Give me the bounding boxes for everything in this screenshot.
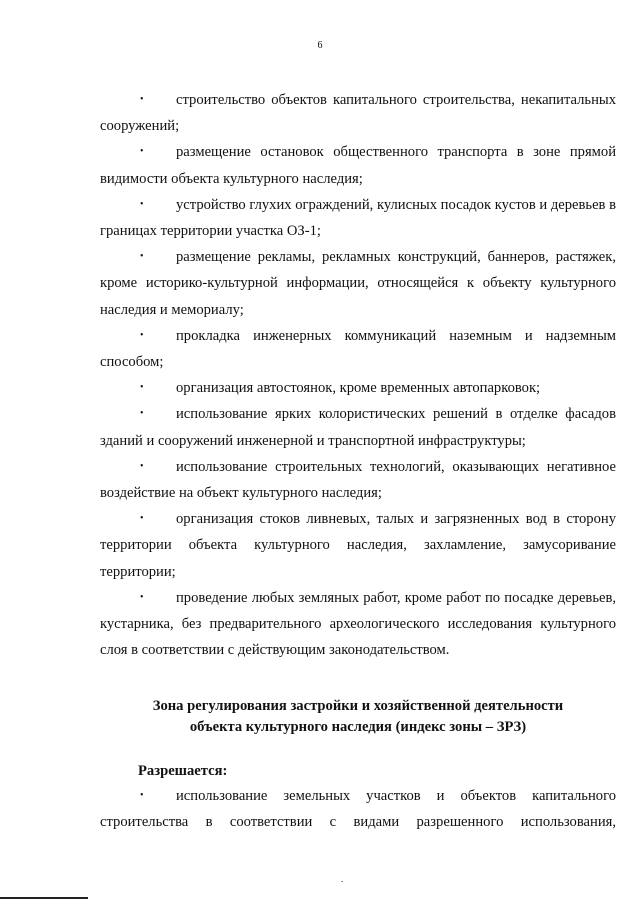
list-item — [100, 783, 616, 835]
list-item-text: использование строительных технологий, оказывающих негативное воздействие на объект культурного наследия; — [100, 458, 616, 502]
list-item-text: размещение остановок общественного транспорта в зоне прямой видимости объекта культурного наследия; — [100, 144, 616, 187]
bullet-icon: • — [140, 198, 144, 210]
list-item-text: устройство глухих ограждений, кулисных посадок кустов и деревьев в границах территории участка ОЗ-1; — [100, 196, 616, 240]
list-item-text: организация автостоянок, кроме временных автопарковок; — [176, 380, 541, 397]
list-item-text: организация стоков ливневых, талых и загрязненных вод в сторону территории объекта культурного наследия, захламление, замусоривание территории; — [100, 511, 616, 580]
list-item-text: прокладка инженерных коммуникаций наземным и надземным способом; — [100, 327, 616, 371]
zone-heading — [100, 696, 616, 738]
bullet-icon: • — [140, 591, 144, 603]
bullet-icon: • — [140, 94, 144, 105]
footer-rule — [0, 897, 88, 899]
list-item-text: использование земельных участков и объектов капитального строительства в соответствии с видами разрешенного использования, — [100, 788, 616, 831]
bullet-icon: • — [140, 146, 144, 158]
list-item — [100, 87, 616, 139]
page-number: 6 — [317, 40, 323, 51]
stray-mark: . — [341, 874, 344, 884]
bullet-icon: • — [140, 382, 144, 394]
list-item-text: проведение любых земляных работ, кроме работ по посадке деревьев, кустарника, без предварительного археологического исследования культурного слоя в соответствии с действующим законодательством. — [100, 589, 616, 659]
bullet-icon: • — [140, 329, 144, 341]
list-item — [100, 401, 616, 453]
list-item — [100, 506, 616, 585]
prohibited-list — [100, 87, 616, 663]
zone-heading-line: Зона регулирования застройки и хозяйственной деятельности — [152, 698, 564, 714]
bullet-icon: • — [140, 408, 144, 420]
list-item-text: строительство объектов капитального строительства, некапитальных сооружений; — [100, 92, 616, 135]
list-item — [100, 192, 616, 244]
list-item — [100, 375, 616, 401]
list-item-text: использование ярких колористических решений в отделке фасадов зданий и сооружений инженерной и транспортной инфраструктуры; — [100, 406, 616, 449]
list-item — [100, 323, 616, 375]
list-item — [100, 585, 616, 664]
bullet-icon: • — [140, 251, 144, 263]
bullet-icon: • — [140, 513, 144, 525]
list-item — [100, 139, 616, 191]
bullet-icon: • — [140, 790, 144, 801]
list-item — [100, 454, 616, 506]
allowed-list — [100, 783, 616, 835]
allowed-label: Разрешается: — [138, 763, 228, 779]
list-item-text: размещение рекламы, рекламных конструкций, баннеров, растяжек, кроме историко-культурной информации, относящейся к объекту культурного наследия и мемориалу; — [100, 249, 616, 318]
list-item — [100, 244, 616, 323]
bullet-icon: • — [140, 460, 144, 472]
zone-heading-line: объекта культурного наследия (индекс зоны – ЗРЗ) — [189, 719, 527, 735]
